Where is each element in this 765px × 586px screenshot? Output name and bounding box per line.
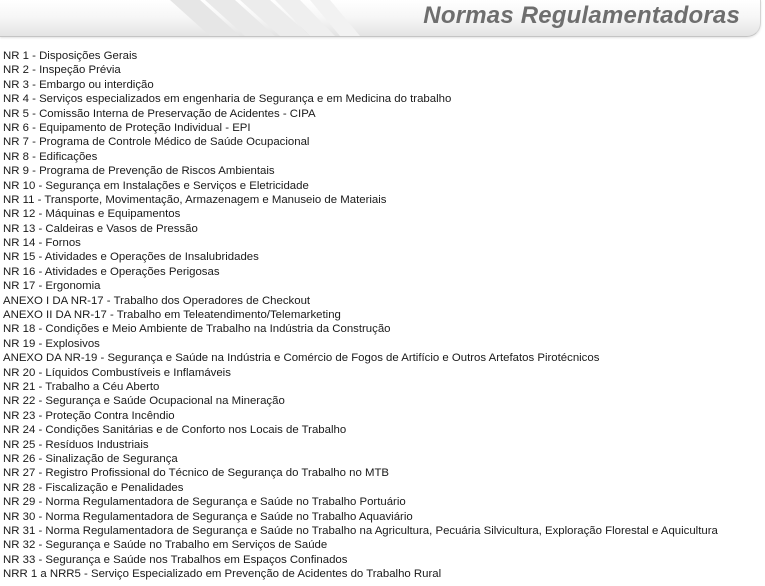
norm-list-item[interactable]: NR 15 - Atividades e Operações de Insalubridades bbox=[3, 251, 259, 264]
norm-list-item[interactable]: NR 23 - Proteção Contra Incêndio bbox=[3, 409, 175, 422]
norm-list-item[interactable]: NR 22 - Segurança e Saúde Ocupacional na Mineração bbox=[3, 395, 285, 408]
page-header bbox=[0, 0, 761, 37]
norm-list-item[interactable]: ANEXO DA NR-19 - Segurança e Saúde na Indústria e Comércio de Fogos de Artifício e Outros Artefatos Pirotécnicos bbox=[3, 352, 600, 365]
norm-list-item[interactable]: NR 32 - Segurança e Saúde no Trabalho em Serviços de Saúde bbox=[3, 539, 328, 552]
norm-list-item[interactable]: NR 4 - Serviços especializados em engenharia de Segurança e em Medicina do trabalho bbox=[3, 93, 452, 106]
norm-list-item[interactable]: ANEXO II DA NR-17 - Trabalho em Teleatendimento/Telemarketing bbox=[3, 309, 341, 322]
norm-list-item[interactable]: NR 7 - Programa de Controle Médico de Saúde Ocupacional bbox=[3, 136, 310, 149]
norm-list-item[interactable]: NR 26 - Sinalização de Segurança bbox=[3, 452, 178, 465]
norm-list-item[interactable]: NR 16 - Atividades e Operações Perigosas bbox=[3, 265, 220, 278]
norm-list-item[interactable]: NR 24 - Condições Sanitárias e de Conforto nos Locais de Trabalho bbox=[3, 424, 347, 437]
norm-list-item[interactable]: NR 21 - Trabalho a Céu Aberto bbox=[3, 380, 160, 393]
norm-list-item[interactable]: NR 28 - Fiscalização e Penalidades bbox=[3, 481, 184, 494]
norm-list-item[interactable]: NR 10 - Segurança em Instalações e Serviços e Eletricidade bbox=[3, 179, 309, 192]
norm-list-item[interactable]: NRR 1 a NRR5 - Serviço Especializado em Prevenção de Acidentes do Trabalho Rural bbox=[3, 568, 442, 581]
header-stripes-decoration bbox=[150, 0, 450, 36]
norm-list-item[interactable]: NR 9 - Programa de Prevenção de Riscos Ambientais bbox=[3, 165, 275, 178]
norm-list-item[interactable]: NR 13 - Caldeiras e Vasos de Pressão bbox=[3, 222, 198, 235]
norm-list-item[interactable]: NR 14 - Fornos bbox=[3, 237, 81, 250]
norm-list-item[interactable]: NR 12 - Máquinas e Equipamentos bbox=[3, 208, 181, 221]
norm-list-item[interactable]: NR 2 - Inspeção Prévia bbox=[3, 64, 121, 77]
norm-list-item[interactable]: NR 17 - Ergonomia bbox=[3, 280, 101, 293]
norm-list-item[interactable]: NR 18 - Condições e Meio Ambiente de Trabalho na Indústria da Construção bbox=[3, 323, 391, 336]
norm-list-item[interactable]: NR 33 - Segurança e Saúde nos Trabalhos em Espaços Confinados bbox=[3, 553, 348, 566]
norm-list-item[interactable]: NR 5 - Comissão Interna de Preservação de Acidentes - CIPA bbox=[3, 107, 316, 120]
norm-list-item[interactable]: NR 6 - Equipamento de Proteção Individual - EPI bbox=[3, 121, 251, 134]
norm-list-item[interactable]: ANEXO I DA NR-17 - Trabalho dos Operadores de Checkout bbox=[3, 294, 311, 307]
norm-list-item[interactable]: NR 11 - Transporte, Movimentação, Armazenagem e Manuseio de Materiais bbox=[3, 193, 387, 206]
norms-list bbox=[3, 49, 718, 581]
norm-list-item[interactable]: NR 8 - Edificações bbox=[3, 150, 98, 163]
norm-list-item[interactable]: NR 1 - Disposições Gerais bbox=[3, 50, 138, 62]
norm-list-item[interactable]: NR 31 - Norma Regulamentadora de Segurança e Saúde no Trabalho na Agricultura, Pecuária Silvicultura, Exploração Florestal e Aquicultura bbox=[3, 524, 718, 537]
page-title: Normas Regulamentadoras bbox=[423, 2, 740, 29]
norm-list-item[interactable]: NR 19 - Explosivos bbox=[3, 337, 100, 350]
norm-list-item[interactable]: NR 20 - Líquidos Combustíveis e Inflamáveis bbox=[3, 366, 231, 379]
norm-list-item[interactable]: NR 25 - Resíduos Industriais bbox=[3, 438, 149, 451]
norm-list-item[interactable]: NR 3 - Embargo ou interdição bbox=[3, 78, 154, 91]
norm-list-item[interactable]: NR 30 - Norma Regulamentadora de Segurança e Saúde no Trabalho Aquaviário bbox=[3, 510, 413, 523]
norm-list-item[interactable]: NR 27 - Registro Profissional do Técnico de Segurança do Trabalho no MTB bbox=[3, 467, 390, 480]
norm-list-item[interactable]: NR 29 - Norma Regulamentadora de Segurança e Saúde no Trabalho Portuário bbox=[3, 496, 406, 509]
